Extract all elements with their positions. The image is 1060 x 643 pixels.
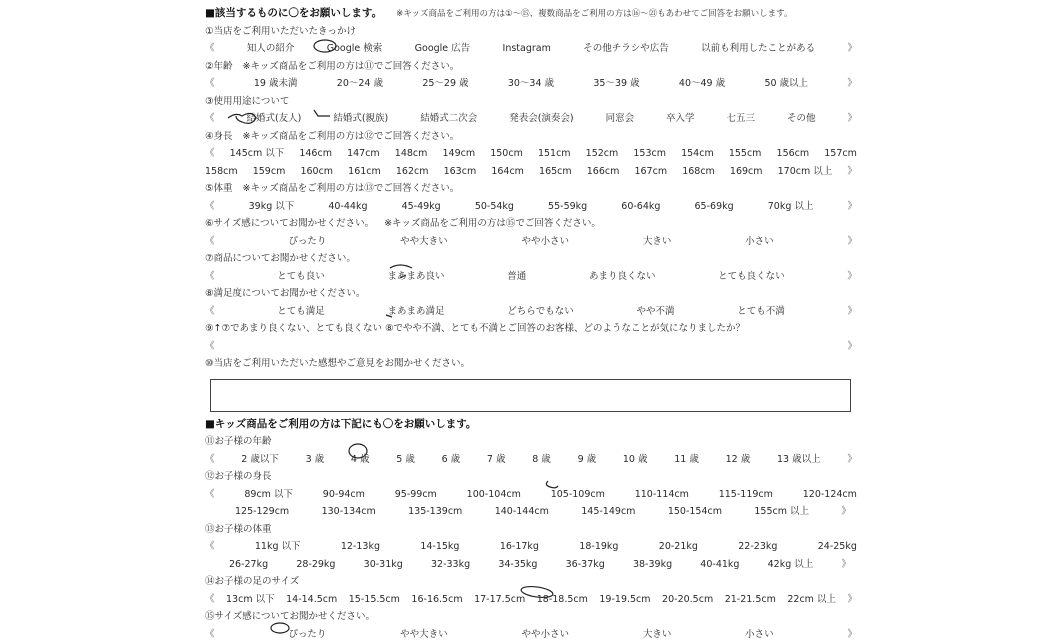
option-q14[interactable]: 22cm 以上 bbox=[787, 591, 836, 609]
question-label: ⑭お子様の足のサイズ bbox=[205, 576, 299, 587]
option-q3[interactable]: 結婚式(友人) bbox=[246, 110, 301, 128]
option-q14[interactable]: 15-15.5cm bbox=[349, 591, 400, 609]
option-q14[interactable]: 14-14.5cm bbox=[286, 591, 337, 609]
option-q11[interactable]: 8 歳 bbox=[532, 451, 551, 469]
question-q2 bbox=[205, 58, 857, 76]
option-q11[interactable]: 11 歳 bbox=[674, 451, 699, 469]
option-q4[interactable]: 150cm bbox=[490, 145, 523, 163]
question-q7 bbox=[205, 250, 857, 268]
option-q12[interactable]: 125-129cm bbox=[235, 503, 289, 521]
option-q12[interactable]: 130-134cm bbox=[322, 503, 376, 521]
option-q2[interactable]: 30～34 歳 bbox=[508, 75, 554, 93]
option-q1[interactable]: 知人の紹介 bbox=[247, 40, 295, 58]
question-label: ⑤体重 bbox=[205, 183, 233, 194]
option-q4[interactable]: 169cm bbox=[730, 163, 763, 181]
option-q14[interactable]: 18-18.5cm bbox=[537, 591, 588, 609]
option-q4[interactable]: 153cm bbox=[633, 145, 666, 163]
option-q7[interactable]: あまり良くない bbox=[589, 268, 656, 286]
close-bracket: 》 bbox=[841, 503, 851, 521]
question-q15 bbox=[205, 608, 857, 626]
option-q6[interactable]: 小さい bbox=[745, 233, 774, 251]
options-row bbox=[205, 626, 857, 643]
question-q10 bbox=[205, 355, 857, 373]
option-q8[interactable]: まあまあ満足 bbox=[388, 303, 445, 321]
option-q14[interactable]: 16-16.5cm bbox=[411, 591, 462, 609]
question-label: ⑮サイズ感についてお聞かせください。 bbox=[205, 611, 375, 622]
option-q5[interactable]: 45-49kg bbox=[402, 198, 441, 216]
option-q1[interactable]: Google 広告 bbox=[415, 40, 471, 58]
option-q1[interactable]: Google 検索 bbox=[327, 40, 383, 58]
option-q4[interactable]: 158cm bbox=[205, 163, 238, 181]
option-q8[interactable]: やや不満 bbox=[636, 303, 674, 321]
section-header-note: ※キッズ商品をご利用の方は①～⑮、複数商品をご利用の方は⑯～㉑もあわせてご回答をお願いします。 bbox=[396, 9, 792, 19]
option-q13[interactable]: 11kg 以下 bbox=[255, 538, 301, 556]
options-row bbox=[205, 503, 857, 521]
option-q4[interactable]: 161cm bbox=[348, 163, 381, 181]
option-q13[interactable]: 28-29kg bbox=[296, 556, 335, 574]
question-q4 bbox=[205, 128, 857, 146]
close-bracket: 》 bbox=[847, 110, 857, 128]
option-q2[interactable]: 20～24 歳 bbox=[337, 75, 383, 93]
option-q2[interactable]: 25～29 歳 bbox=[422, 75, 468, 93]
option-q7[interactable]: 普通 bbox=[507, 268, 526, 286]
option-q3[interactable]: 発表会(演奏会) bbox=[509, 110, 573, 128]
option-q4[interactable]: 147cm bbox=[347, 145, 380, 163]
option-q13[interactable]: 26-27kg bbox=[229, 556, 268, 574]
questionnaire-form bbox=[205, 5, 857, 643]
option-q7[interactable]: とても良い bbox=[277, 268, 325, 286]
option-q7[interactable]: まあまあ良い bbox=[387, 268, 444, 286]
option-q4[interactable]: 159cm bbox=[253, 163, 286, 181]
option-q2[interactable]: 50 歳以上 bbox=[764, 75, 808, 93]
question-q6 bbox=[205, 215, 857, 233]
option-q15[interactable]: やや小さい bbox=[521, 626, 569, 643]
open-bracket: 《 bbox=[205, 538, 215, 556]
close-bracket: 》 bbox=[847, 303, 857, 321]
question-note: ※キッズ商品をご利用の方は⑫でご回答ください。 bbox=[243, 131, 460, 142]
question-label: ⑨↑⑦であまり良くない、とても良くない ⑧でやや不満、とても不満とご回答のお客様、どのようなことが気になりましたか？ bbox=[205, 323, 745, 334]
option-q2[interactable]: 40～49 歳 bbox=[679, 75, 725, 93]
option-q4[interactable]: 166cm bbox=[587, 163, 620, 181]
options-row bbox=[205, 145, 857, 163]
option-q11[interactable]: 7 歳 bbox=[487, 451, 506, 469]
question-note: ※キッズ商品をご利用の方は⑪でご回答ください。 bbox=[243, 61, 460, 72]
option-q8[interactable]: とても不満 bbox=[737, 303, 785, 321]
option-q11[interactable]: 2 歳以下 bbox=[241, 451, 279, 469]
option-q12[interactable]: 95-99cm bbox=[395, 486, 437, 504]
option-q15[interactable]: 大きい bbox=[643, 626, 672, 643]
options-row bbox=[205, 198, 857, 216]
option-q1[interactable]: 以前も利用したことがある bbox=[701, 40, 815, 58]
option-q11[interactable]: 12 歳 bbox=[726, 451, 751, 469]
question-q12 bbox=[205, 468, 857, 486]
option-q4[interactable]: 145cm 以下 bbox=[230, 145, 285, 163]
open-bracket: 《 bbox=[205, 145, 215, 163]
question-q11 bbox=[205, 433, 857, 451]
option-q13[interactable]: 42kg 以上 bbox=[768, 556, 814, 574]
option-q13[interactable]: 14-15kg bbox=[420, 538, 459, 556]
options-row bbox=[205, 591, 857, 609]
close-bracket: 》 bbox=[841, 556, 851, 574]
kids-questions bbox=[205, 433, 857, 643]
options-row bbox=[205, 556, 857, 574]
open-bracket: 《 bbox=[205, 451, 215, 469]
option-q12[interactable]: 120-124cm bbox=[803, 486, 857, 504]
option-q5[interactable]: 39kg 以下 bbox=[249, 198, 295, 216]
option-q5[interactable]: 40-44kg bbox=[328, 198, 367, 216]
option-q3[interactable]: 七五三 bbox=[727, 110, 756, 128]
open-bracket: 《 bbox=[205, 338, 215, 356]
option-q5[interactable]: 60-64kg bbox=[621, 198, 660, 216]
open-bracket: 《 bbox=[205, 40, 215, 58]
question-label: ⑬お子様の体重 bbox=[205, 524, 272, 535]
open-bracket: 《 bbox=[205, 268, 215, 286]
open-bracket: 《 bbox=[205, 110, 215, 128]
question-label: ②年齢 bbox=[205, 61, 233, 72]
options-row bbox=[205, 451, 857, 469]
option-q6[interactable]: やや大きい bbox=[400, 233, 448, 251]
option-q13[interactable]: 20-21kg bbox=[659, 538, 698, 556]
question-label: ⑩当店をご利用いただいた感想やご意見をお聞かせください。 bbox=[205, 358, 470, 369]
question-label: ⑧満足度についてお聞かせください。 bbox=[205, 288, 365, 299]
option-q13[interactable]: 36-37kg bbox=[566, 556, 605, 574]
options-row bbox=[205, 268, 857, 286]
question-label: ④身長 bbox=[205, 131, 233, 142]
open-bracket: 《 bbox=[205, 486, 215, 504]
option-q12[interactable]: 115-119cm bbox=[719, 486, 773, 504]
option-q12[interactable]: 100-104cm bbox=[467, 486, 521, 504]
section-header-kids bbox=[205, 416, 857, 434]
question-q9 bbox=[205, 320, 857, 338]
option-q4[interactable]: 163cm bbox=[444, 163, 477, 181]
option-q12[interactable]: 90-94cm bbox=[323, 486, 365, 504]
section-header-general bbox=[205, 5, 857, 23]
open-bracket: 《 bbox=[205, 303, 215, 321]
option-q4[interactable]: 165cm bbox=[539, 163, 572, 181]
option-q15[interactable]: やや大きい bbox=[400, 626, 448, 643]
question-label: ③使用用途について bbox=[205, 96, 289, 107]
question-q5 bbox=[205, 180, 857, 198]
question-note: ※キッズ商品をご利用の方は⑬でご回答ください。 bbox=[243, 183, 460, 194]
question-q8 bbox=[205, 285, 857, 303]
option-q11[interactable]: 3 歳 bbox=[306, 451, 325, 469]
close-bracket: 》 bbox=[847, 198, 857, 216]
option-q15[interactable]: 小さい bbox=[745, 626, 774, 643]
option-q2[interactable]: 35～39 歳 bbox=[593, 75, 639, 93]
option-q13[interactable]: 12-13kg bbox=[341, 538, 380, 556]
option-q11[interactable]: 5 歳 bbox=[396, 451, 415, 469]
section-header-title: ■該当するものに〇をお願いします。 bbox=[205, 7, 382, 19]
option-q5[interactable]: 65-69kg bbox=[695, 198, 734, 216]
close-bracket: 》 bbox=[847, 75, 857, 93]
close-bracket: 》 bbox=[847, 338, 857, 356]
close-bracket: 》 bbox=[847, 163, 857, 181]
option-q3[interactable]: 卒入学 bbox=[666, 110, 695, 128]
option-q11[interactable]: 6 歳 bbox=[442, 451, 461, 469]
option-q4[interactable]: 170cm 以上 bbox=[778, 163, 833, 181]
option-q11[interactable]: 10 歳 bbox=[623, 451, 648, 469]
option-q6[interactable]: やや小さい bbox=[521, 233, 569, 251]
option-q11[interactable]: 13 歳以上 bbox=[777, 451, 821, 469]
option-q8[interactable]: どちらでもない bbox=[507, 303, 573, 321]
option-q13[interactable]: 24-25kg bbox=[818, 538, 857, 556]
option-q3[interactable]: その他 bbox=[787, 110, 816, 128]
question-label: ⑪お子様の年齢 bbox=[205, 436, 272, 447]
option-q3[interactable]: 結婚式二次会 bbox=[420, 110, 477, 128]
option-q14[interactable]: 21-21.5cm bbox=[725, 591, 776, 609]
question-q1 bbox=[205, 23, 857, 41]
options-row bbox=[205, 486, 857, 504]
option-q6[interactable]: ぴったり bbox=[288, 233, 326, 251]
options-row bbox=[205, 338, 857, 356]
close-bracket: 》 bbox=[847, 40, 857, 58]
option-q12[interactable]: 150-154cm bbox=[668, 503, 722, 521]
option-q13[interactable]: 16-17kg bbox=[500, 538, 539, 556]
option-q2[interactable]: 19 歳未満 bbox=[254, 75, 298, 93]
close-bracket: 》 bbox=[847, 233, 857, 251]
options-row bbox=[205, 303, 857, 321]
open-bracket: 《 bbox=[205, 198, 215, 216]
section-header-title: ■キッズ商品をご利用の方は下記にも〇をお願いします。 bbox=[205, 418, 476, 430]
options-row bbox=[205, 75, 857, 93]
option-q15[interactable]: ぴったり bbox=[288, 626, 326, 643]
option-q4[interactable]: 148cm bbox=[395, 145, 428, 163]
option-q12[interactable]: 155cm 以上 bbox=[754, 503, 809, 521]
question-q14 bbox=[205, 573, 857, 591]
free-text-answer-box[interactable] bbox=[210, 379, 851, 412]
option-q14[interactable]: 17-17.5cm bbox=[474, 591, 525, 609]
close-bracket: 》 bbox=[847, 626, 857, 643]
option-q13[interactable]: 32-33kg bbox=[431, 556, 470, 574]
option-q3[interactable]: 結婚式(親族) bbox=[333, 110, 388, 128]
option-q14[interactable]: 13cm 以下 bbox=[226, 591, 275, 609]
question-q3 bbox=[205, 93, 857, 111]
options-row bbox=[205, 40, 857, 58]
option-q4[interactable]: 168cm bbox=[682, 163, 715, 181]
option-q5[interactable]: 70kg 以上 bbox=[768, 198, 814, 216]
options-row bbox=[205, 538, 857, 556]
option-q12[interactable]: 135-139cm bbox=[408, 503, 462, 521]
option-q11[interactable]: 4 歳 bbox=[351, 451, 370, 469]
option-q5[interactable]: 50-54kg bbox=[475, 198, 514, 216]
option-q13[interactable]: 38-39kg bbox=[633, 556, 672, 574]
option-q13[interactable]: 34-35kg bbox=[498, 556, 537, 574]
option-q12[interactable]: 105-109cm bbox=[551, 486, 605, 504]
question-label: ①当店をご利用いただいたきっかけ bbox=[205, 26, 356, 37]
question-q13 bbox=[205, 521, 857, 539]
option-q12[interactable]: 140-144cm bbox=[495, 503, 549, 521]
option-q14[interactable]: 19-19.5cm bbox=[599, 591, 650, 609]
options-row bbox=[205, 110, 857, 128]
option-q12[interactable]: 110-114cm bbox=[635, 486, 689, 504]
option-q12[interactable]: 89cm 以下 bbox=[244, 486, 293, 504]
option-q13[interactable]: 22-23kg bbox=[738, 538, 777, 556]
option-q13[interactable]: 40-41kg bbox=[700, 556, 739, 574]
option-q13[interactable]: 18-19kg bbox=[579, 538, 618, 556]
question-label: ⑥サイズ感についてお聞かせください。 bbox=[205, 218, 374, 229]
question-label: ⑫お子様の身長 bbox=[205, 471, 272, 482]
option-q4[interactable]: 162cm bbox=[396, 163, 429, 181]
option-q1[interactable]: Instagram bbox=[503, 40, 551, 58]
option-q4[interactable]: 160cm bbox=[300, 163, 333, 181]
close-bracket: 》 bbox=[847, 451, 857, 469]
option-q4[interactable]: 149cm bbox=[443, 145, 476, 163]
option-q3[interactable]: 同窓会 bbox=[606, 110, 635, 128]
open-bracket: 《 bbox=[205, 233, 215, 251]
option-q4[interactable]: 167cm bbox=[634, 163, 667, 181]
option-q14[interactable]: 20-20.5cm bbox=[662, 591, 713, 609]
option-q4[interactable]: 154cm bbox=[681, 145, 714, 163]
option-q13[interactable]: 30-31kg bbox=[364, 556, 403, 574]
close-bracket: 》 bbox=[847, 268, 857, 286]
option-q4[interactable]: 155cm bbox=[729, 145, 762, 163]
question-note: ※キッズ商品をご利用の方は⑮でご回答ください。 bbox=[384, 218, 601, 229]
question-label: ⑦商品についてお聞かせください。 bbox=[205, 253, 356, 264]
option-q6[interactable]: 大きい bbox=[643, 233, 672, 251]
option-q5[interactable]: 55-59kg bbox=[548, 198, 587, 216]
option-q4[interactable]: 152cm bbox=[586, 145, 619, 163]
option-q8[interactable]: とても満足 bbox=[277, 303, 325, 321]
option-q4[interactable]: 151cm bbox=[538, 145, 571, 163]
open-bracket: 《 bbox=[205, 591, 215, 609]
option-q1[interactable]: その他チラシや広告 bbox=[583, 40, 669, 58]
option-q12[interactable]: 145-149cm bbox=[581, 503, 635, 521]
option-q4[interactable]: 164cm bbox=[491, 163, 524, 181]
option-q4[interactable]: 156cm bbox=[777, 145, 810, 163]
option-q7[interactable]: とても良くない bbox=[718, 268, 785, 286]
option-q11[interactable]: 9 歳 bbox=[578, 451, 597, 469]
options-row bbox=[205, 233, 857, 251]
open-bracket: 《 bbox=[205, 626, 215, 643]
option-q4[interactable]: 157cm bbox=[824, 145, 857, 163]
general-questions bbox=[205, 23, 857, 412]
open-bracket: 《 bbox=[205, 75, 215, 93]
option-q4[interactable]: 146cm bbox=[299, 145, 332, 163]
options-row bbox=[205, 163, 857, 181]
close-bracket: 》 bbox=[847, 591, 857, 609]
